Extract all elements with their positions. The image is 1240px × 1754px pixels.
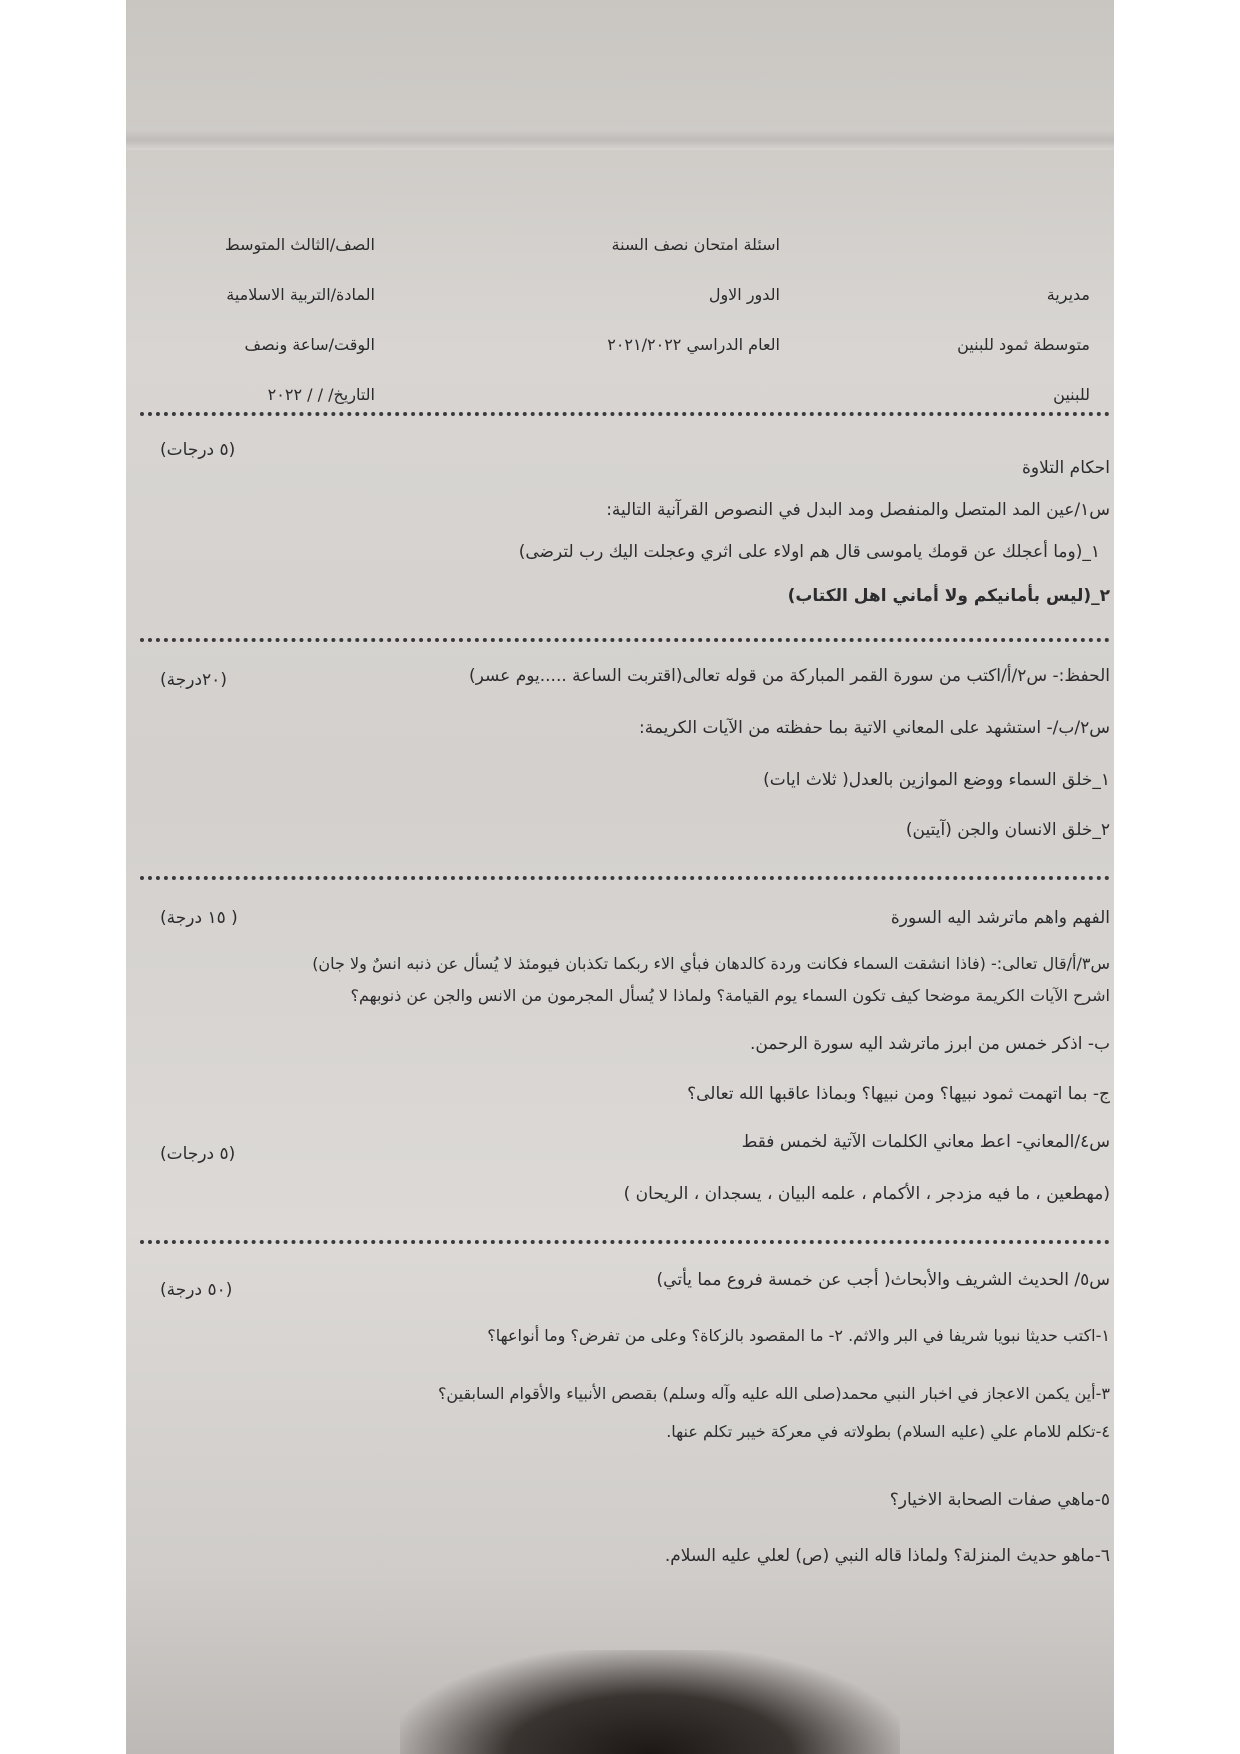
time-text: الوقت/ساعة ونصف (244, 335, 375, 354)
q4-title: س٤/المعاني- اعط معاني الكلمات الآتية لخمس فقط (741, 1132, 1110, 1152)
q3-part-a: س٣/أ/قال تعالى:- (فاذا انشقت السماء فكانت وردة كالدهان فبأي الاء ربكما تكذبان فيومئذ لا يُسأل عن ذنبه انسٌ ولا جان) (312, 954, 1110, 973)
q1-instruction: س١/عين المد المتصل والمنفصل ومد البدل في النصوص القرآنية التالية: (606, 500, 1110, 520)
q2-b-item-2: ٢_خلق الانسان والجن (آيتين) (905, 820, 1110, 840)
exam-title: اسئلة امتحان نصف السنة (611, 235, 780, 254)
school-gender: للبنين (1053, 385, 1090, 404)
q3-part-b: ب- اذكر خمس من ابرز ماترشد اليه سورة الرحمن. (749, 1034, 1110, 1054)
q5-marks: (٥٠ درجة) (160, 1280, 233, 1300)
q2-part-b: س٢/ب/- استشهد على المعاني الاتية بما حفظته من الآيات الكريمة: (639, 718, 1110, 738)
q3-part-c: ج- بما اتهمت ثمود نبيها؟ ومن نبيها؟ وبماذا عاقبها الله تعالى؟ (687, 1084, 1110, 1104)
directorate-text: مديرية (1046, 285, 1090, 304)
q5-item-4: ٤-تكلم للامام علي (عليه السلام) بطولاته في معركة خيبر تكلم عنها. (666, 1422, 1110, 1441)
q1-item-1: ١_(وما أعجلك عن قومك ياموسى قال هم اولاء على اثري وعجلت اليك رب لترضى) (518, 542, 1100, 562)
q2-title: الحفظ:- س٢/أ/اكتب من سورة القمر المباركة من قوله تعالى(اقتربت الساعة .....يوم عسر) (468, 666, 1110, 686)
q1-item-2: ٢_(ليس بأمانيكم ولا أماني اهل الكتاب) (787, 586, 1110, 606)
q5-title: س٥/ الحديث الشريف والأبحاث( أجب عن خمسة فروع مما يأتي) (656, 1270, 1110, 1290)
header-exam-block (520, 220, 780, 370)
exam-header (140, 220, 1110, 404)
exam-year: العام الدراسي ٢٠٢١/٢٠٢٢ (607, 335, 780, 354)
divider (140, 638, 1110, 642)
q1-title: احكام التلاوة (1021, 458, 1110, 478)
q4-words: (مهطعين ، ما فيه مزدجر ، الأكمام ، علمه البيان ، يسجدان ، الريحان ) (623, 1184, 1110, 1204)
q2-b-item-1: ١_خلق السماء ووضع الموازين بالعدل( ثلاث ايات) (763, 770, 1110, 790)
q2-marks: (٢٠درجة) (160, 670, 227, 690)
school-name: متوسطة ثمود للبنين (957, 335, 1090, 354)
divider (140, 876, 1110, 880)
q4-marks: (٥ درجات) (160, 1144, 236, 1164)
q1-marks: (٥ درجات) (160, 440, 236, 460)
divider (140, 1240, 1110, 1244)
q3-title: الفهم واهم ماترشد اليه السورة (890, 908, 1110, 928)
exam-round: الدور الاول (708, 285, 780, 304)
subject-text: المادة/التربية الاسلامية (226, 285, 375, 304)
header-school-block (890, 270, 1090, 420)
grade-text: الصف/الثالث المتوسط (224, 235, 375, 254)
exam-page (140, 200, 1110, 1640)
date-text: التاريخ/ / / ٢٠٢٢ (267, 385, 375, 404)
header-grade-block (165, 220, 375, 420)
q3-part-a-question: اشرح الآيات الكريمة موضحا كيف تكون السماء يوم القيامة؟ ولماذا لا يُسأل المجرمون من الانس والجن عن ذنوبهم؟ (350, 986, 1110, 1005)
q3-marks: ( ١٥ درجة) (160, 908, 238, 928)
q5-item-6: ٦-ماهو حديث المنزلة؟ ولماذا قاله النبي (ص) لعلي عليه السلام. (664, 1546, 1110, 1566)
q5-item-3: ٣-أين يكمن الاعجاز في اخبار النبي محمد(صلى الله عليه وآله وسلم) بقصص الأنبياء والأقوام السابقين؟ (437, 1384, 1110, 1403)
q5-item-1-2: ١-اكتب حديثا نبويا شريفا في البر والاثم. ٢- ما المقصود بالزكاة؟ وعلى من تفرض؟ وما أنواعها؟ (487, 1326, 1110, 1345)
paper-fold (126, 130, 1114, 150)
q5-item-5: ٥-ماهي صفات الصحابة الاخيار؟ (889, 1490, 1110, 1510)
left-margin (0, 0, 126, 1754)
hand-shadow (400, 1650, 900, 1754)
right-margin (1114, 0, 1240, 1754)
divider (140, 412, 1110, 416)
